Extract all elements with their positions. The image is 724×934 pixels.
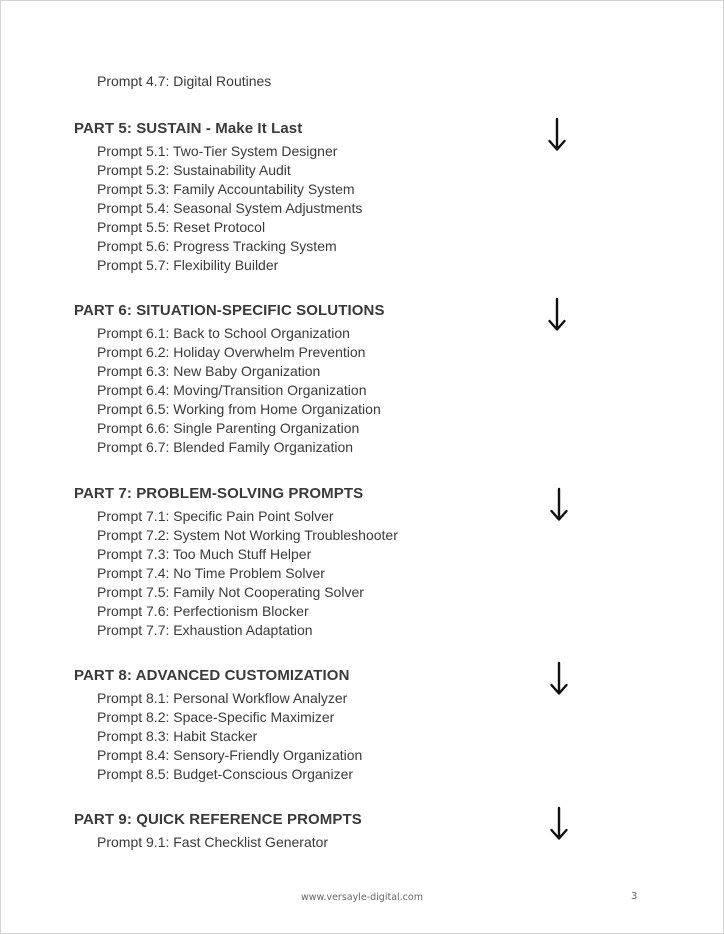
list-item: Prompt 8.3: Habit Stacker xyxy=(97,728,258,744)
footer-url: www.versayle-digital.com xyxy=(301,892,423,903)
list-item: Prompt 6.7: Blended Family Organization xyxy=(97,439,354,455)
part-6-prompt-list xyxy=(74,324,634,457)
part-6-title: PART 6: SITUATION-SPECIFIC SOLUTIONS xyxy=(74,302,385,319)
list-item: Prompt 6.3: New Baby Organization xyxy=(97,363,321,379)
list-item: Prompt 7.5: Family Not Cooperating Solver xyxy=(97,584,364,600)
list-item: Prompt 7.6: Perfectionism Blocker xyxy=(97,603,309,619)
list-item: Prompt 6.2: Holiday Overwhelm Prevention xyxy=(97,344,366,360)
list-item: Prompt 5.4: Seasonal System Adjustments xyxy=(97,200,363,216)
arrow-down-icon xyxy=(547,117,567,153)
list-item: Prompt 8.1: Personal Workflow Analyzer xyxy=(97,690,348,706)
list-item: Prompt 5.7: Flexibility Builder xyxy=(97,257,279,273)
list-item: Prompt 5.2: Sustainability Audit xyxy=(97,162,291,178)
part-8-prompt-list xyxy=(74,689,634,784)
arrow-down-icon xyxy=(549,487,569,523)
part-5-prompt-list xyxy=(74,142,634,275)
list-item: Prompt 7.1: Specific Pain Point Solver xyxy=(97,508,334,524)
prompt-item-4-7: Prompt 4.7: Digital Routines xyxy=(97,73,272,89)
part-8-title: PART 8: ADVANCED CUSTOMIZATION xyxy=(74,667,350,684)
part-7-prompt-list xyxy=(74,507,634,640)
list-item: Prompt 5.6: Progress Tracking System xyxy=(97,238,337,254)
list-item: Prompt 7.2: System Not Working Troubleshooter xyxy=(97,527,398,543)
part-9-title: PART 9: QUICK REFERENCE PROMPTS xyxy=(74,811,362,828)
list-item: Prompt 6.4: Moving/Transition Organization xyxy=(97,382,367,398)
list-item: Prompt 9.1: Fast Checklist Generator xyxy=(97,834,329,850)
part-5-title: PART 5: SUSTAIN - Make It Last xyxy=(74,120,303,137)
list-item: Prompt 6.5: Working from Home Organization xyxy=(97,401,381,417)
list-item: Prompt 7.3: Too Much Stuff Helper xyxy=(97,546,312,562)
arrow-down-icon xyxy=(549,661,569,697)
list-item: Prompt 8.2: Space-Specific Maximizer xyxy=(97,709,335,725)
arrow-down-icon xyxy=(547,297,567,333)
list-item: Prompt 7.4: No Time Problem Solver xyxy=(97,565,325,581)
list-item: Prompt 8.4: Sensory-Friendly Organization xyxy=(97,747,363,763)
page-number: 3 xyxy=(631,891,638,902)
list-item: Prompt 8.5: Budget-Conscious Organizer xyxy=(97,766,354,782)
list-item: Prompt 6.6: Single Parenting Organization xyxy=(97,420,360,436)
arrow-down-icon xyxy=(549,806,569,842)
list-item: Prompt 6.1: Back to School Organization xyxy=(97,325,350,341)
list-item: Prompt 5.5: Reset Protocol xyxy=(97,219,266,235)
list-item: Prompt 7.7: Exhaustion Adaptation xyxy=(97,622,313,638)
part-7-title: PART 7: PROBLEM-SOLVING PROMPTS xyxy=(74,485,364,502)
list-item: Prompt 5.3: Family Accountability System xyxy=(97,181,355,197)
list-item: Prompt 5.1: Two-Tier System Designer xyxy=(97,143,338,159)
